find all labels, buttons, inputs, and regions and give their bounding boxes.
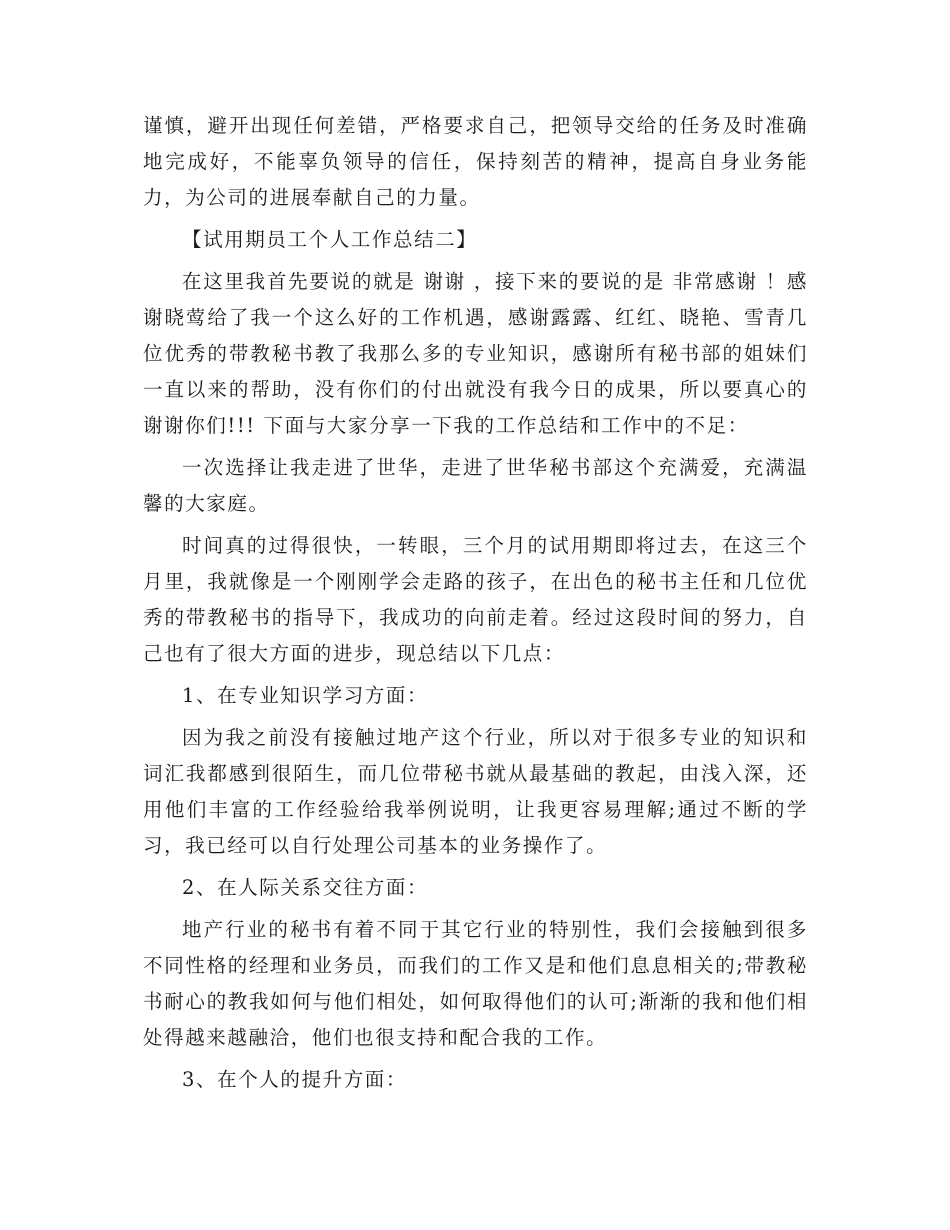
paragraph-joining: 一次选择让我走进了世华，走进了世华秘书部这个充满爱，充满温馨的大家庭。 bbox=[143, 456, 808, 515]
subheading-professional-knowledge: 1、在专业知识学习方面： bbox=[182, 684, 429, 707]
subheading-interpersonal: 2、在人际关系交往方面： bbox=[182, 876, 429, 899]
paragraph-interpersonal: 地产行业的秘书有着不同于其它行业的特别性，我们会接触到很多不同性格的经理和业务员，而我们的工作又是和他们息息相关的;带教秘书耐心的教我如何与他们相处，如何取得他们的认可;渐渐的我和他们相处得越来越融洽，他们也很支持和配合我的工作。 bbox=[143, 918, 808, 1049]
document-body bbox=[143, 108, 808, 1098]
paragraph-professional-knowledge: 因为我之前没有接触过地产这个行业，所以对于很多专业的知识和词汇我都感到很陌生，而几位带秘书就从最基础的教起，由浅入深，还用他们丰富的工作经验给我举例说明，让我更容易理解;通过不断的学习，我已经可以自行处理公司基本的业务操作了。 bbox=[143, 726, 808, 857]
paragraph-progress: 时间真的过得很快，一转眼，三个月的试用期即将过去，在这三个月里，我就像是一个刚刚学会走路的孩子，在出色的秘书主任和几位优秀的带教秘书的指导下，我成功的向前走着。经过这段时间的努力，自己也有了很大方面的进步，现总结以下几点： bbox=[143, 534, 808, 665]
subheading-personal-improvement: 3、在个人的提升方面： bbox=[182, 1068, 408, 1091]
paragraph-intro-continued: 谨慎，避开出现任何差错，严格要求自己，把领导交给的任务及时准确地完成好，不能辜负领导的信任，保持刻苦的精神，提高自身业务能力，为公司的进展奉献自己的力量。 bbox=[143, 114, 808, 209]
paragraph-thanks: 在这里我首先要说的就是 谢谢 ，接下来的要说的是 非常感谢 ！感谢晓莺给了我一个这么好的工作机遇，感谢露露、红红、晓艳、雪青几位优秀的带教秘书教了我那么多的专业知识，感谢所有秘书部的姐妹们一直以来的帮助，没有你们的付出就没有我今日的成果，所以要真心的谢谢你们!!! 下面与大家分享一下我的工作总结和工作中的不足： bbox=[143, 270, 808, 437]
section-heading: 【试用期员工个人工作总结二】 bbox=[182, 228, 478, 251]
